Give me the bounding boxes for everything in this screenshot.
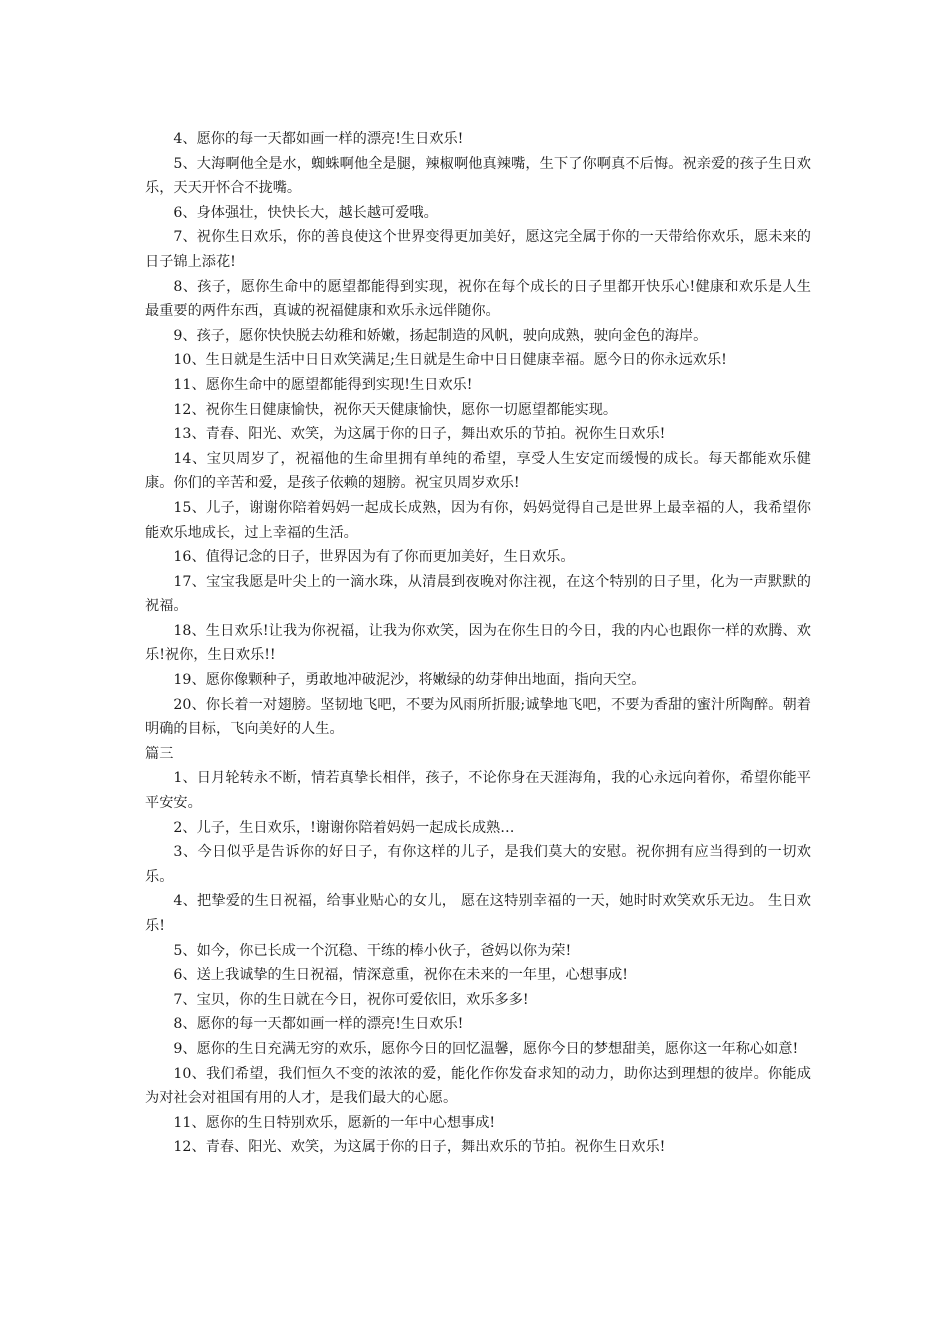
paragraph: 15、儿子，谢谢你陪着妈妈一起成长成熟，因为有你，妈妈觉得自己是世界上最幸福的人，我希望你能欢乐地成长，过上幸福的生活。 (145, 499, 811, 541)
paragraph: 16、值得记念的日子，世界因为有了你而更加美好，生日欢乐。 (173, 549, 575, 566)
paragraph: 18、生日欢乐!让我为你祝福，让我为你欢笑，因为在你生日的今日，我的内心也跟你一样的欢腾、欢乐!祝你，生日欢乐!! (145, 622, 811, 664)
paragraph: 19、愿你像颗种子，勇敢地冲破泥沙，将嫩绿的幼芽伸出地面，指向天空。 (173, 672, 646, 689)
paragraph: 17、宝宝我愿是叶尖上的一滴水珠，从清晨到夜晚对你注视，在这个特别的日子里，化为一声默默的祝福。 (145, 573, 811, 615)
section-2 (145, 766, 811, 1160)
document-body (145, 127, 811, 1160)
paragraph: 12、祝你生日健康愉快，祝你天天健康愉快，愿你一切愿望都能实现。 (173, 401, 618, 418)
paragraph: 12、青春、阳光、欢笑，为这属于你的日子，舞出欢乐的节拍。祝你生日欢乐! (173, 1139, 666, 1156)
section-1 (145, 127, 811, 742)
paragraph: 9、孩子，愿你快快脱去幼稚和娇嫩，扬起制造的风帆，驶向成熟，驶向金色的海岸。 (173, 327, 708, 344)
paragraph: 7、宝贝，你的生日就在今日，祝你可爱依旧，欢乐多多! (173, 991, 529, 1008)
paragraph: 10、生日就是生活中日日欢笑满足;生日就是生命中日日健康幸福。愿今日的你永远欢乐! (173, 352, 727, 369)
paragraph: 1、日月轮转永不断，情若真挚长相伴，孩子，不论你身在天涯海角，我的心永远向着你，希望你能平平安安。 (145, 770, 811, 812)
paragraph: 2、儿子，生日欢乐，!谢谢你陪着妈妈一起成长成熟… (173, 819, 515, 836)
paragraph: 8、孩子，愿你生命中的愿望都能得到实现，祝你在每个成长的日子里都开快乐心!健康和欢乐是人生最重要的两件东西，真诚的祝福健康和欢乐永远伴随你。 (145, 278, 811, 320)
paragraph: 14、宝贝周岁了，祝福他的生命里拥有单纯的希望，享受人生安定而缓慢的成长。每天都能欢乐健康。你们的辛苦和爱，是孩子依赖的翅膀。祝宝贝周岁欢乐! (145, 450, 811, 492)
paragraph: 6、身体强壮，快快长大，越长越可爱哦。 (173, 204, 438, 221)
paragraph: 6、送上我诚挚的生日祝福，情深意重，祝你在未来的一年里，心想事成! (173, 967, 628, 984)
paragraph: 4、把挚爱的生日祝福，给事业贴心的女儿， 愿在这特别幸福的一天，她时时欢笑欢乐无边。 生日欢乐! (145, 893, 811, 934)
paragraph: 20、你长着一对翅膀。坚韧地飞吧，不要为风雨所折服;诚挚地飞吧，不要为香甜的蜜汁所陶醉。朝着明确的目标，飞向美好的人生。 (145, 696, 811, 738)
paragraph: 9、愿你的生日充满无穷的欢乐，愿你今日的回忆温馨，愿你今日的梦想甜美，愿你这一年称心如意! (173, 1040, 799, 1057)
paragraph: 3、今日似乎是告诉你的好日子，有你这样的儿子，是我们莫大的安慰。祝你拥有应当得到的一切欢乐。 (145, 844, 811, 885)
section-heading: 篇三 (145, 745, 174, 762)
paragraph: 13、青春、阳光、欢笑，为这属于你的日子，舞出欢乐的节拍。祝你生日欢乐! (173, 426, 666, 443)
paragraph: 5、如今，你已长成一个沉稳、干练的棒小伙子，爸妈以你为荣! (173, 942, 572, 959)
paragraph: 11、愿你生命中的愿望都能得到实现!生日欢乐! (173, 376, 473, 393)
paragraph: 8、愿你的每一天都如画一样的漂亮!生日欢乐! (173, 1016, 464, 1033)
paragraph: 11、愿你的生日特别欢乐，愿新的一年中心想事成! (173, 1114, 496, 1131)
paragraph: 10、我们希望，我们恒久不变的浓浓的爱，能化作你发奋求知的动力，助你达到理想的彼岸。你能成为对社会对祖国有用的人才，是我们最大的心愿。 (145, 1065, 811, 1107)
paragraph: 4、愿你的每一天都如画一样的漂亮!生日欢乐! (173, 131, 464, 147)
paragraph: 5、大海啊他全是水，蜘蛛啊他全是腿，辣椒啊他真辣嘴，生下了你啊真不后悔。祝亲爱的孩子生日欢乐，天天开怀合不拢嘴。 (145, 155, 811, 197)
paragraph: 7、祝你生日欢乐，你的善良使这个世界变得更加美好，愿这完全属于你的一天带给你欢乐，愿未来的日子锦上添花! (145, 229, 811, 270)
